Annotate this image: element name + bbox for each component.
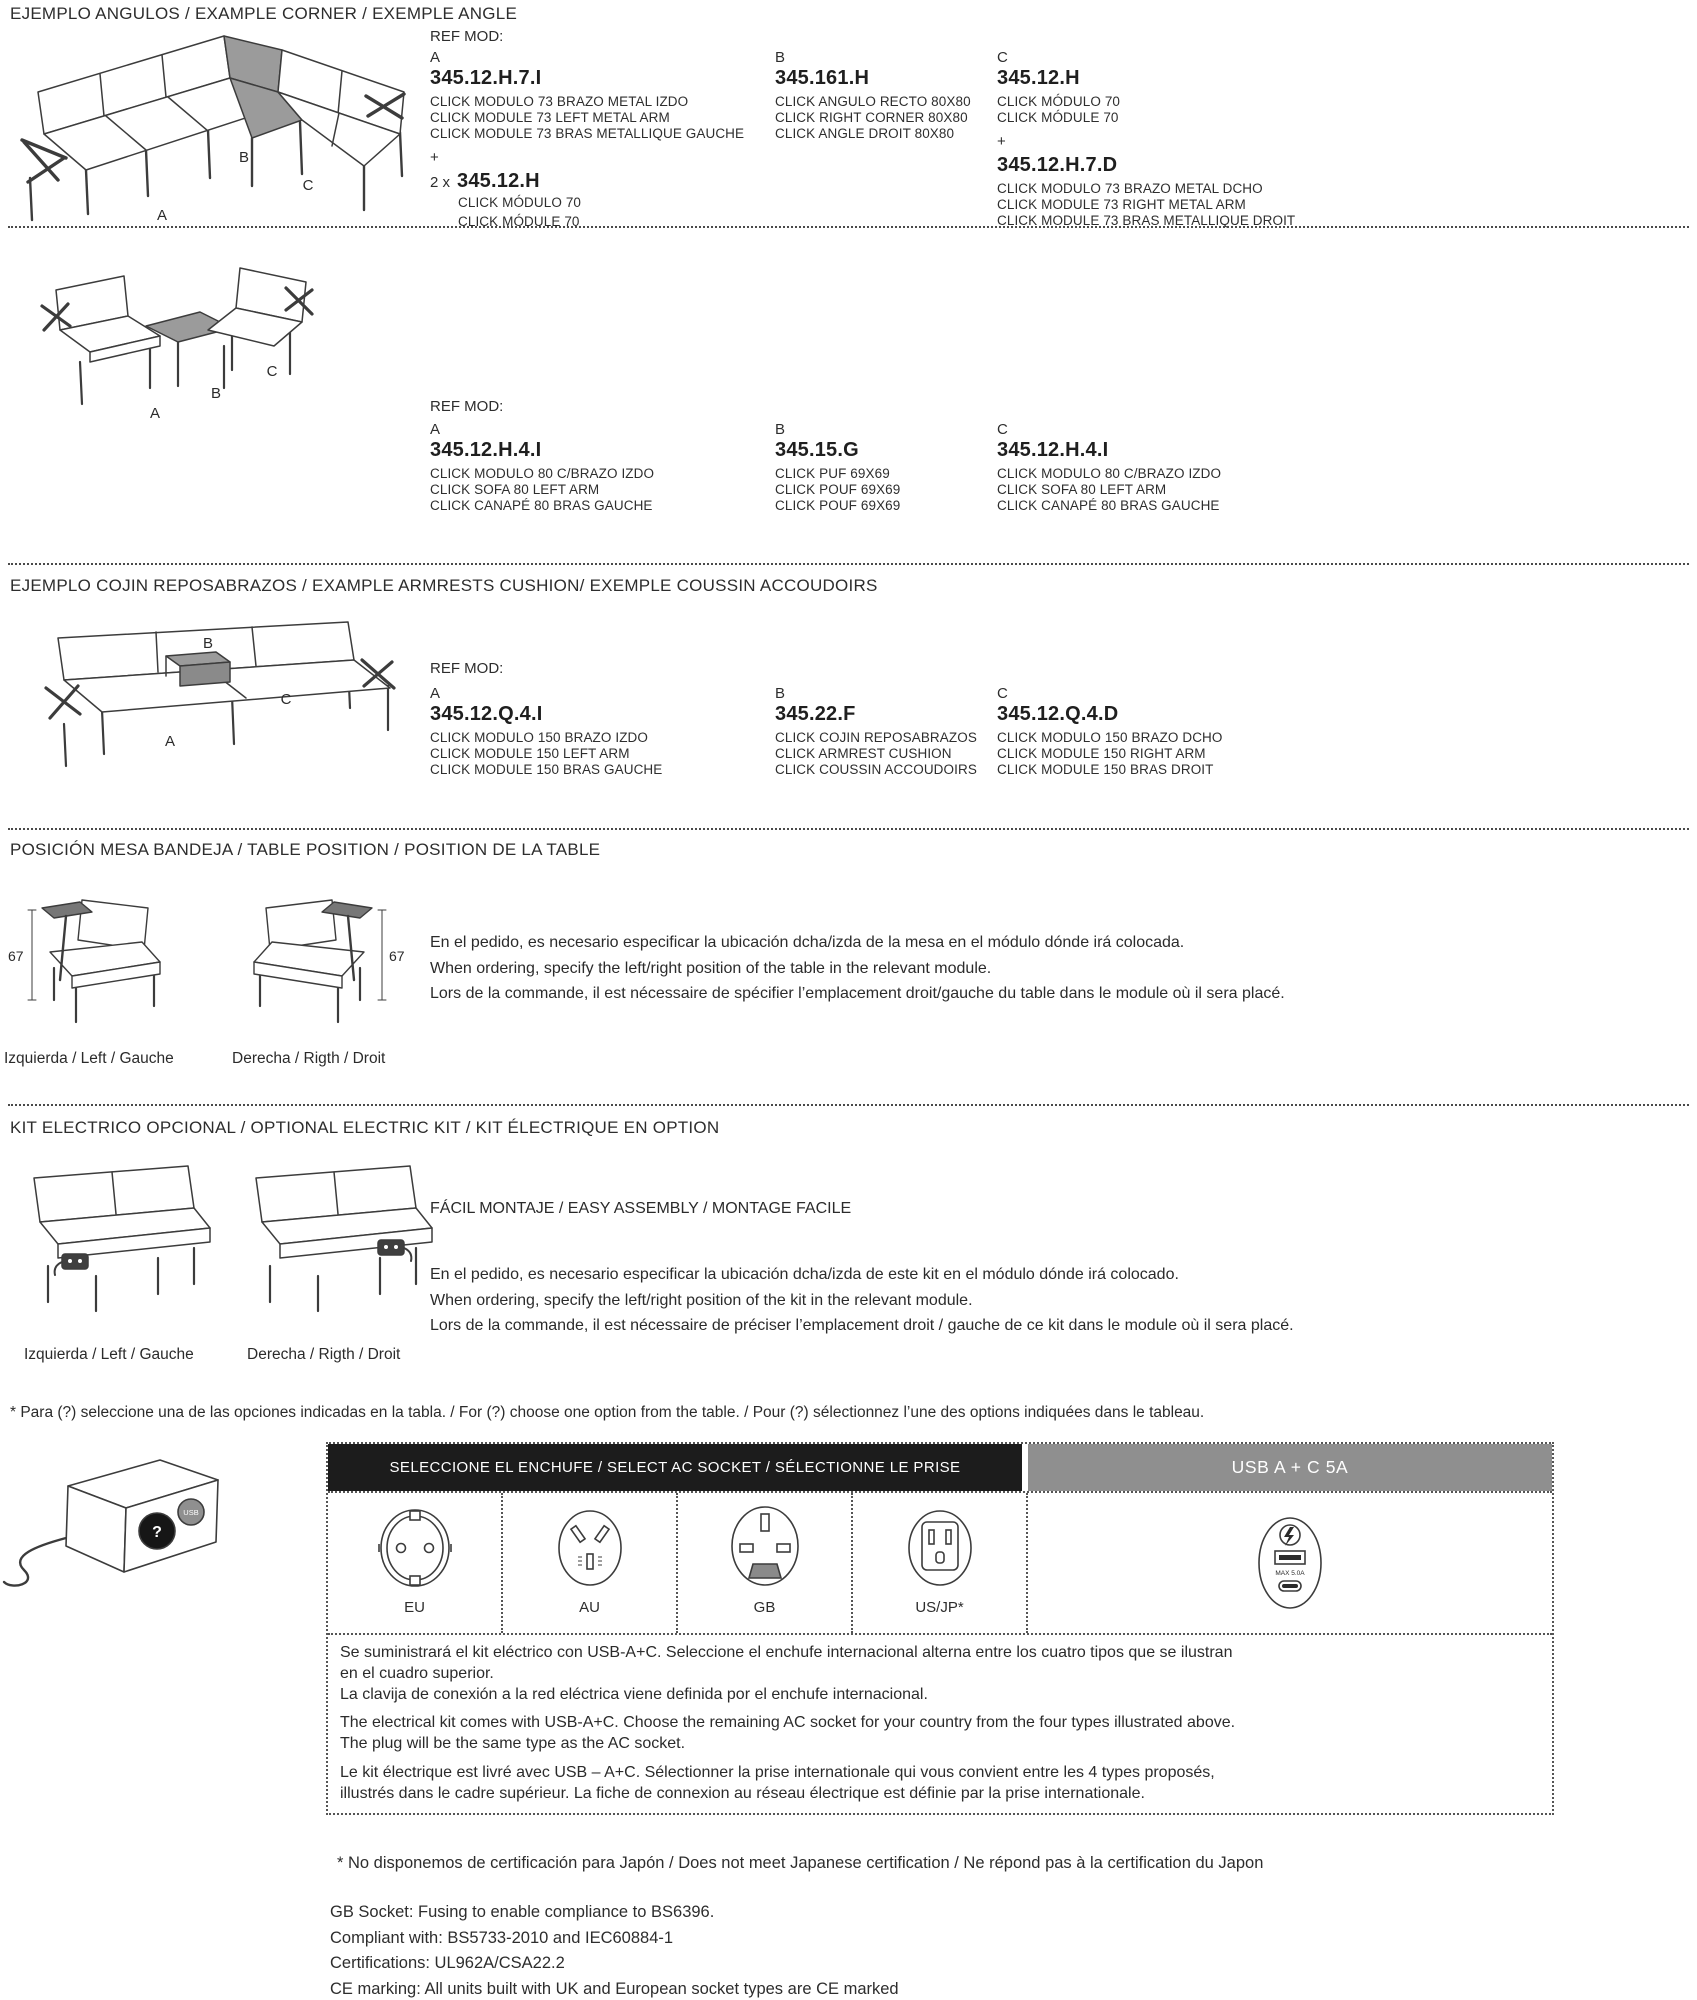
- socket-label: AU: [579, 1599, 600, 1616]
- section-title-corner: EJEMPLO ANGULOS / EXAMPLE CORNER / EXEMPLE ANGLE: [10, 4, 518, 23]
- us-jp-socket-icon: [898, 1502, 982, 1594]
- model-desc-line: CLICK CANAPÉ 80 BRAS GAUCHE: [997, 497, 1220, 513]
- usb-a-c-icon: [1248, 1511, 1332, 1615]
- info-line: en el cuadro superior.: [340, 1664, 494, 1682]
- table-right-drawing: [227, 888, 412, 1033]
- armrest-sofa-drawing: [18, 598, 423, 790]
- model-desc-line: CLICK MODULO 73 BRAZO METAL DCHO: [997, 180, 1263, 196]
- paragraph-line: When ordering, specify the left/right position of the kit in the relevant module.: [430, 1291, 973, 1309]
- usb-header: USB A + C 5A: [1028, 1444, 1552, 1491]
- ref-letter: C: [997, 49, 1008, 66]
- japan-certification-note: * No disponemos de certificación para Japón / Does not meet Japanese certification / Ne répond pas à la certification du Japon: [337, 1854, 1264, 1872]
- model-desc-line: CLICK MODULE 73 BRAS METALLIQUE GAUCHE: [430, 125, 745, 141]
- model-desc-line: CLICK ARMREST CUSHION: [775, 745, 952, 761]
- model-code: 345.12.H.7.D: [997, 153, 1118, 176]
- gb-socket-icon: [723, 1502, 807, 1594]
- table-position-text: [430, 930, 1380, 1007]
- socket-table-header: [328, 1444, 1552, 1493]
- pouf-sofa-drawing: [28, 246, 340, 434]
- compliance-line: CE marking: All units built with UK and European socket types are CE marked: [330, 1980, 899, 1999]
- model-desc-line: CLICK MODULE 150 RIGHT ARM: [997, 745, 1206, 761]
- section-title-table-position: POSICIÓN MESA BANDEJA / TABLE POSITION / POSITION DE LA TABLE: [10, 840, 601, 859]
- ref-letter: B: [775, 49, 786, 66]
- socket-footnote: * Para (?) seleccione una de las opciones indicadas en la tabla. / For (?) choose one option from the table. / Pour (?) sélectionnez l’une des options indiquées dans le tableau.: [10, 1404, 1205, 1421]
- model-code: 345.12.Q.4.I: [430, 703, 543, 725]
- socket-options-row: [328, 1493, 1552, 1633]
- model-code: 345.12.Q.4.D: [997, 703, 1119, 725]
- socket-option-gb: [678, 1493, 853, 1633]
- model-desc-line: CLICK SOFA 80 LEFT ARM: [997, 481, 1167, 497]
- ref-letter: A: [430, 685, 441, 702]
- diagram-label-a: A: [164, 733, 176, 750]
- paragraph-line: When ordering, specify the left/right position of the table in the relevant module.: [430, 959, 992, 977]
- diagram-label-b: B: [238, 149, 250, 166]
- orientation-label-left: Izquierda / Left / Gauche: [4, 1050, 174, 1067]
- ref-column-a: [430, 50, 765, 230]
- quantity-row: [430, 171, 765, 192]
- kit-right-drawing: [230, 1148, 440, 1316]
- ref-letter: B: [775, 421, 786, 438]
- electric-kit-text: [430, 1262, 1390, 1339]
- model-code: 345.12.H.4.I: [430, 439, 542, 461]
- socket-label: EU: [404, 1599, 425, 1616]
- dimension-value: 67: [389, 948, 405, 964]
- table-left-drawing: [2, 888, 187, 1033]
- model-code: 345.161.H: [775, 67, 870, 89]
- model-desc-line: CLICK MÓDULO 70: [997, 94, 1121, 109]
- compliance-line: Compliant with: BS5733-2010 and IEC60884-1: [330, 1928, 674, 1947]
- model-desc-line: CLICK POUF 69X69: [775, 481, 901, 497]
- socket-table: [326, 1442, 1554, 1815]
- model-desc-line: CLICK RIGHT CORNER 80X80: [775, 109, 968, 125]
- ref-mod-label: REF MOD:: [430, 398, 504, 415]
- ref-letter: A: [430, 49, 441, 66]
- model-desc-line: CLICK MODULO 80 C/BRAZO IZDO: [997, 466, 1222, 481]
- model-desc-line: CLICK POUF 69X69: [775, 497, 901, 513]
- diagram-label-a: A: [156, 207, 168, 224]
- model-desc-line: CLICK MODULO 73 BRAZO METAL IZDO: [430, 94, 689, 109]
- model-desc-line: CLICK MODULE 73 RIGHT METAL ARM: [997, 196, 1246, 212]
- plus-sign: +: [430, 148, 439, 166]
- orientation-label-left: Izquierda / Left / Gauche: [24, 1346, 194, 1363]
- model-desc-line: CLICK ANGLE DROIT 80X80: [775, 125, 955, 141]
- ref-column-b: [775, 686, 990, 778]
- model-desc-line: CLICK PUF 69X69: [775, 466, 890, 481]
- diagram-label-c: C: [302, 177, 314, 194]
- compliance-line: Certifications: UL962A/CSA22.2: [330, 1954, 565, 1973]
- orientation-label-right: Derecha / Rigth / Droit: [247, 1346, 401, 1363]
- ref-column-b: [775, 50, 990, 142]
- model-desc-line: CLICK CANAPÉ 80 BRAS GAUCHE: [430, 497, 653, 513]
- info-line: The plug will be the same type as the AC socket.: [340, 1735, 686, 1753]
- ref-column-c: [997, 686, 1417, 778]
- model-code: 345.12.H.7.I: [430, 67, 542, 89]
- info-line: illustrés dans le cadre supérieur. La fiche de connexion au réseau électrique est définie par la prise internationale.: [340, 1784, 1145, 1802]
- diagram-label-b: B: [202, 635, 214, 652]
- model-desc-line: CLICK MODULE 150 LEFT ARM: [430, 745, 630, 761]
- eu-socket-icon: [373, 1502, 457, 1594]
- quantity: 2 x: [430, 173, 451, 191]
- model-desc-line: CLICK MODULO 80 C/BRAZO IZDO: [430, 466, 655, 481]
- model-code: 345.12.H.4.I: [997, 439, 1109, 461]
- section-separator: [8, 828, 1689, 830]
- info-line: Le kit électrique est livré avec USB – A+C. Sélectionner la prise internationale qui vous convient entre les 4 types proposés,: [340, 1763, 1215, 1781]
- ref-letter: A: [430, 421, 441, 438]
- socket-info-text: [328, 1633, 1552, 1813]
- ref-letter: C: [997, 685, 1008, 702]
- model-desc-line: CLICK MÓDULO 70: [458, 194, 582, 210]
- ref-mod-label: REF MOD:: [430, 660, 504, 677]
- ac-socket-header: SELECCIONE EL ENCHUFE / SELECT AC SOCKET / SÉLECTIONNE LE PRISE: [328, 1444, 1022, 1491]
- socket-option-au: [503, 1493, 678, 1633]
- compliance-block: [330, 1900, 899, 2000]
- easy-assembly-label: FÁCIL MONTAJE / EASY ASSEMBLY / MONTAGE FACILE: [430, 1200, 852, 1217]
- ref-column-a: [430, 686, 765, 778]
- model-desc-line: CLICK MODULE 73 LEFT METAL ARM: [430, 109, 670, 125]
- model-desc-line: CLICK MODULO 150 BRAZO IZDO: [430, 730, 648, 745]
- model-desc-line: CLICK MODULE 150 BRAS DROIT: [997, 761, 1214, 777]
- ref-mod-label: REF MOD:: [430, 28, 504, 45]
- diagram-label-c: C: [266, 363, 278, 380]
- diagram-label-a: A: [149, 405, 161, 422]
- socket-option-eu: [328, 1493, 503, 1633]
- ref-column-b: [775, 422, 990, 514]
- model-desc-line: CLICK COJIN REPOSABRAZOS: [775, 730, 977, 745]
- ref-column-a: [430, 422, 765, 514]
- section-separator: [8, 226, 1689, 228]
- info-line: La clavija de conexión a la red eléctrica viene definida por el enchufe internacional.: [340, 1685, 928, 1703]
- ref-letter: B: [775, 685, 786, 702]
- section-title-armrest: EJEMPLO COJIN REPOSABRAZOS / EXAMPLE ARMRESTS CUSHION/ EXEMPLE COUSSIN ACCOUDOIRS: [10, 576, 878, 595]
- model-code: 345.22.F: [775, 703, 856, 725]
- diagram-label-b: B: [210, 385, 222, 402]
- dimension-value: 67: [8, 948, 24, 964]
- model-desc-line: CLICK MODULO 150 BRAZO DCHO: [997, 730, 1223, 745]
- paragraph-line: Lors de la commande, il est nécessaire de préciser l’emplacement droit / gauche de ce kit dans le module où il sera placé.: [430, 1317, 1294, 1335]
- usb-badge: USB: [183, 1508, 199, 1517]
- model-desc-line: CLICK SOFA 80 LEFT ARM: [430, 481, 600, 497]
- ref-column-c: [997, 422, 1417, 514]
- kit-left-drawing: [8, 1148, 218, 1316]
- section-separator: [8, 1104, 1689, 1106]
- usb-max-label: MAX 5.0A: [1275, 1570, 1305, 1577]
- electric-box-drawing: [2, 1432, 257, 1632]
- model-desc-line: CLICK COUSSIN ACCOUDOIRS: [775, 761, 977, 777]
- compliance-line: GB Socket: Fusing to enable compliance to BS6396.: [330, 1903, 715, 1921]
- socket-option-usjp: [853, 1493, 1028, 1633]
- plus-sign: +: [997, 132, 1006, 150]
- model-desc-line: CLICK MODULE 150 BRAS GAUCHE: [430, 761, 663, 777]
- model-desc-line: CLICK MÓDULE 70: [458, 213, 580, 229]
- section-title-electric-kit: KIT ELECTRICO OPCIONAL / OPTIONAL ELECTRIC KIT / KIT ÉLECTRIQUE EN OPTION: [10, 1118, 720, 1137]
- corner-sofa-drawing: [12, 28, 422, 226]
- ref-letter: C: [997, 421, 1008, 438]
- orientation-label-right: Derecha / Rigth / Droit: [232, 1050, 386, 1067]
- model-desc-line: CLICK MODULE 73 BRAS METALLIQUE DROIT: [997, 212, 1296, 228]
- question-mark-icon: ?: [152, 1524, 162, 1541]
- paragraph-line: En el pedido, es necesario especificar la ubicación dcha/izda de este kit en el módulo dónde irá colocado.: [430, 1266, 1179, 1283]
- au-socket-icon: [548, 1502, 632, 1594]
- paragraph-line: Lors de la commande, il est nécessaire de spécifier l’emplacement droit/gauche du table dans le module où il sera placé.: [430, 985, 1285, 1003]
- model-code: 345.12.H: [457, 169, 540, 192]
- socket-label: GB: [753, 1599, 776, 1616]
- info-line: The electrical kit comes with USB-A+C. Choose the remaining AC socket for your country from the four types illustrated above.: [340, 1714, 1236, 1732]
- model-desc-line: CLICK ANGULO RECTO 80X80: [775, 94, 971, 109]
- model-desc-line: CLICK MÓDULE 70: [997, 109, 1119, 125]
- usb-option: [1028, 1493, 1552, 1633]
- model-code: 345.12.H: [997, 67, 1080, 89]
- diagram-label-c: C: [280, 691, 292, 708]
- socket-label: US/JP*: [915, 1599, 964, 1616]
- section-separator: [8, 563, 1689, 565]
- ref-column-c: [997, 50, 1417, 229]
- paragraph-line: En el pedido, es necesario especificar la ubicación dcha/izda de la mesa en el módulo dónde irá colocada.: [430, 934, 1185, 951]
- info-line: Se suministrará el kit eléctrico con USB-A+C. Seleccione el enchufe internacional alterna entre los cuatro tipos que se ilustran: [340, 1644, 1233, 1661]
- model-code: 345.15.G: [775, 439, 859, 461]
